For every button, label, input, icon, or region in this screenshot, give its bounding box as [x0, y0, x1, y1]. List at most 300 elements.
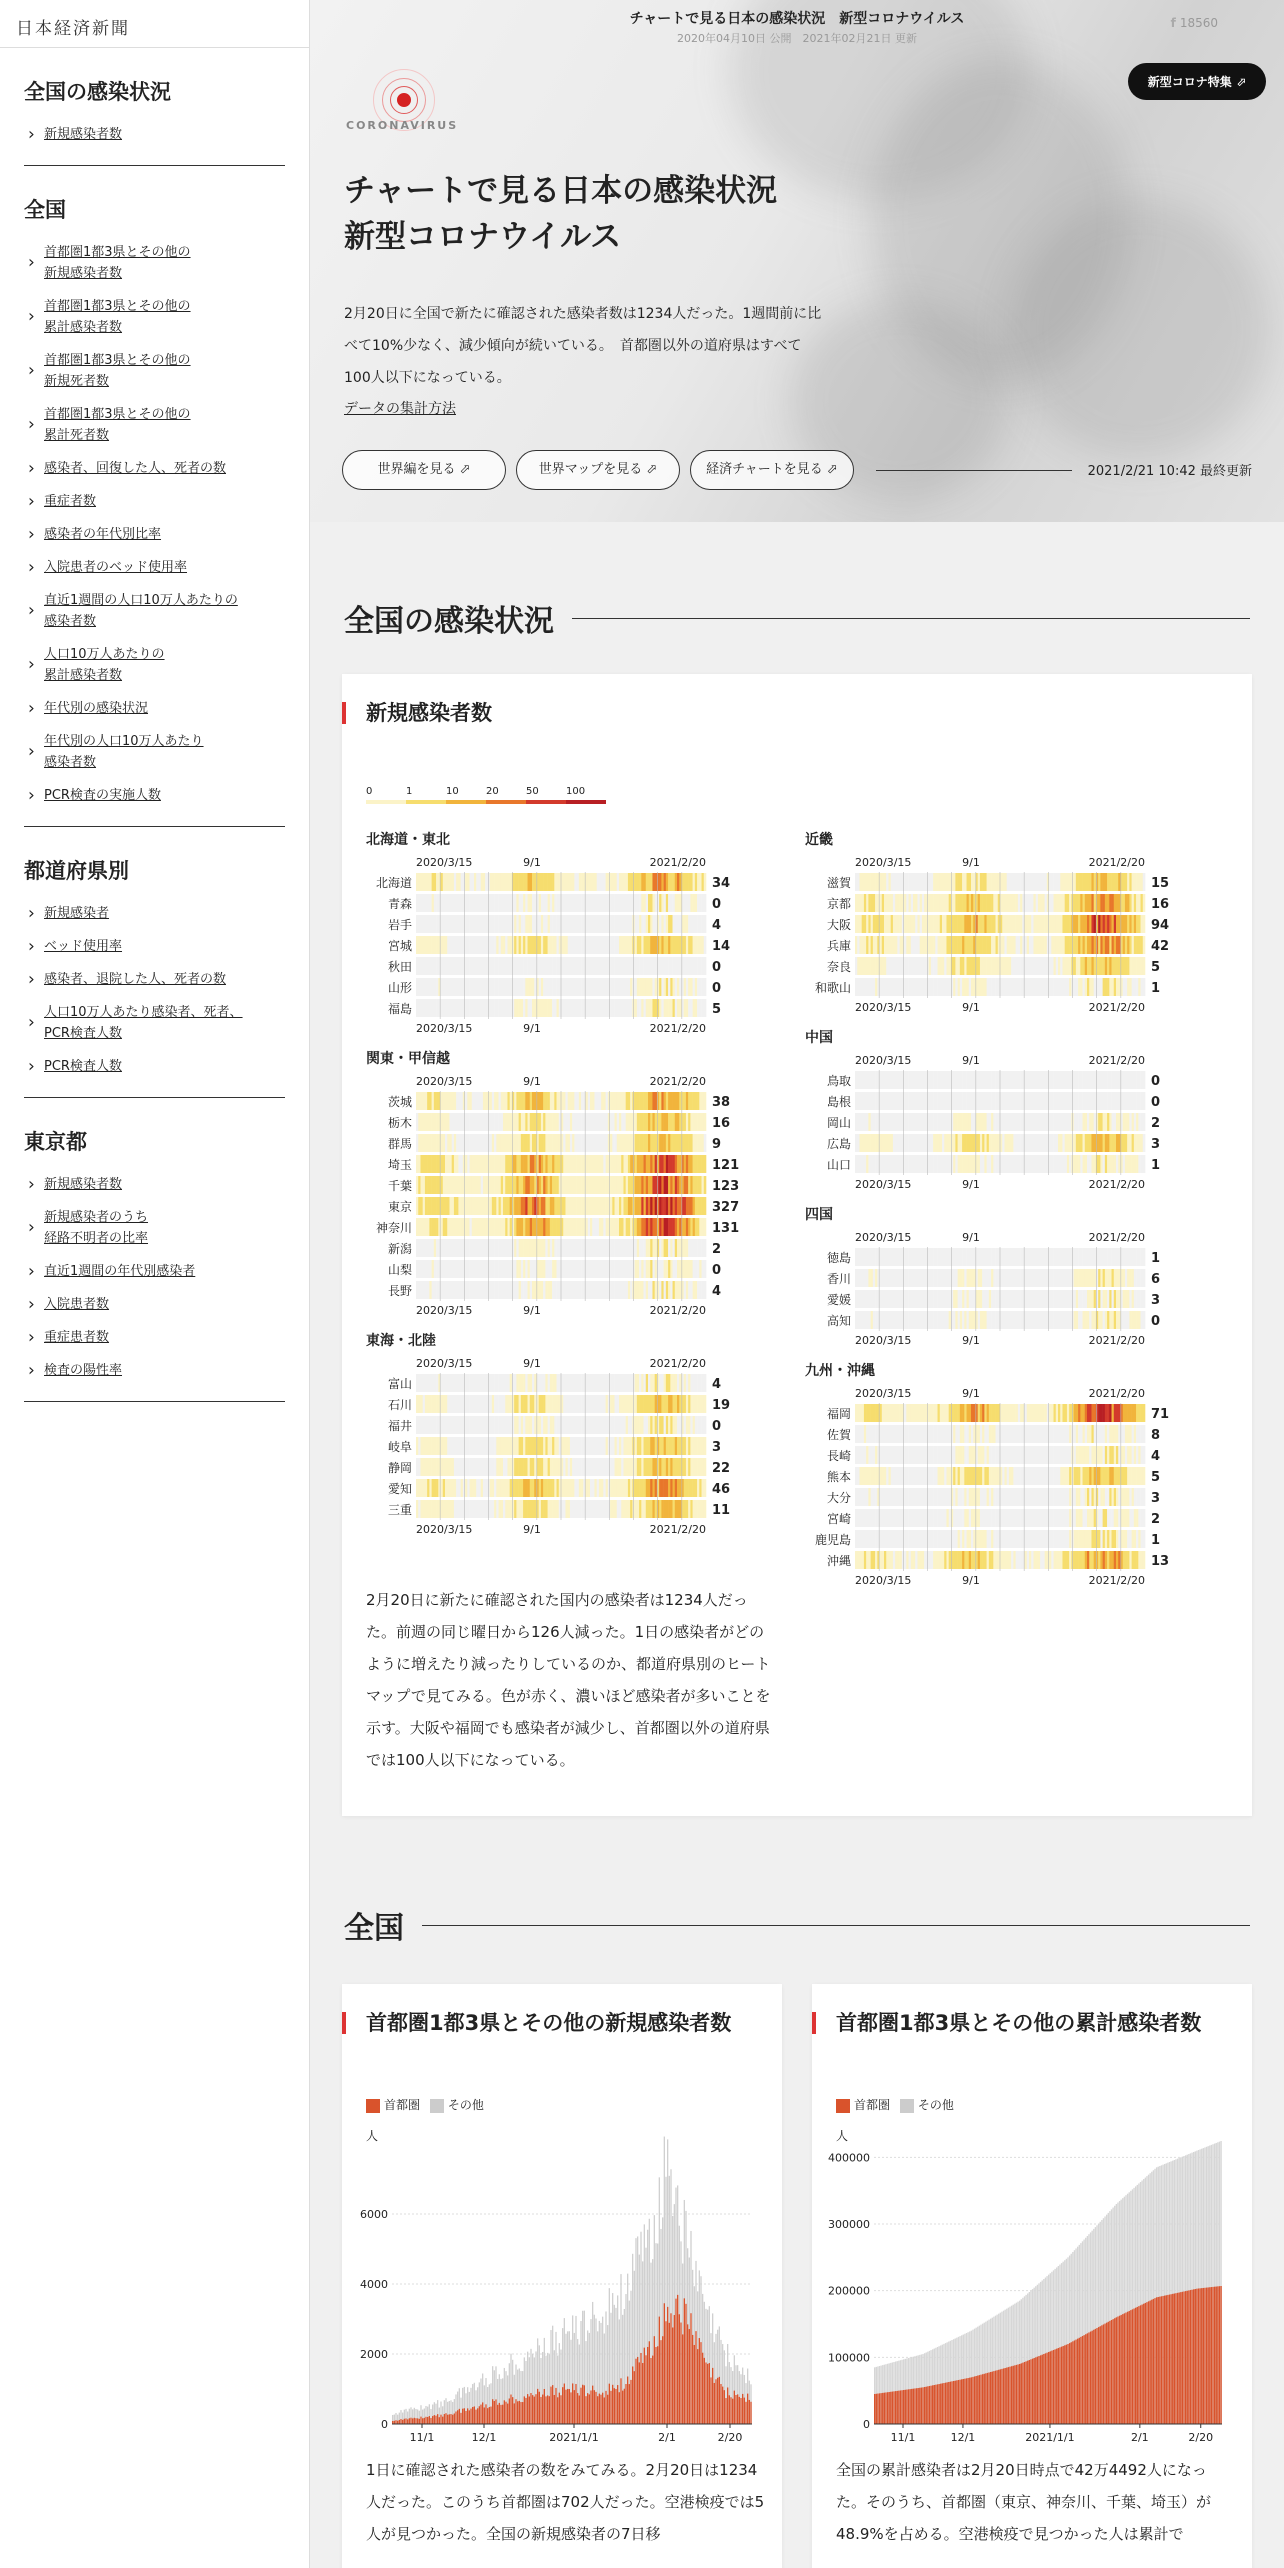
- heatmap-cell: [447, 1155, 450, 1173]
- heatmap-cell: [1118, 894, 1121, 912]
- prefecture-label: 山形: [387, 981, 412, 995]
- heatmap-cell: [657, 1134, 660, 1152]
- heatmap-cell: [675, 1479, 678, 1497]
- heatmap-cell: [523, 915, 526, 933]
- heatmap-cell: [545, 1437, 548, 1455]
- heatmap-cell: [637, 915, 640, 933]
- heatmap-cell: [949, 1155, 952, 1173]
- heatmap-cell: [445, 1134, 448, 1152]
- heatmap-cell: [670, 915, 673, 933]
- heatmap-cell: [617, 1281, 620, 1299]
- world-map-button[interactable]: 世界マップを見る ⬀: [516, 450, 680, 490]
- heatmap-cell: [601, 1239, 604, 1257]
- heatmap-cell: [1051, 894, 1054, 912]
- sidebar-item[interactable]: [24, 996, 285, 1050]
- heatmap-cell: [541, 1374, 544, 1392]
- heatmap-cell: [472, 936, 475, 954]
- heatmap-cell: [565, 936, 568, 954]
- heatmap-cell: [621, 978, 624, 996]
- heatmap-cell: [697, 1197, 700, 1215]
- heatmap-cell: [519, 1458, 522, 1476]
- sidebar-item[interactable]: [24, 930, 285, 963]
- heatmap-cell: [548, 936, 551, 954]
- sidebar-item[interactable]: [24, 1354, 285, 1387]
- heatmap-cell: [664, 957, 667, 975]
- heatmap-cell: [644, 1260, 647, 1278]
- heatmap-cell: [507, 1458, 510, 1476]
- heatmap-cell: [594, 873, 597, 891]
- heatmap-cell: [626, 1092, 629, 1110]
- sidebar-item[interactable]: [24, 118, 285, 151]
- sidebar-item-label: › 感染者、退院した人、死者の数: [44, 972, 227, 987]
- heatmap-cell: [476, 873, 479, 891]
- heatmap-cell: [688, 936, 691, 954]
- heatmap-cell: [545, 978, 548, 996]
- heatmap-cell: [942, 936, 945, 954]
- heatmap-cell: [1069, 1248, 1072, 1266]
- heatmap-cell: [1094, 1113, 1097, 1131]
- heatmap-cell: [534, 1092, 537, 1110]
- heatmap-cell: [1136, 873, 1139, 891]
- heatmap-cell: [628, 936, 631, 954]
- heatmap-cell: [1018, 1071, 1021, 1089]
- nav-section-title: 東京都: [24, 1130, 87, 1154]
- heatmap-cell: [679, 1155, 682, 1173]
- sidebar-item[interactable]: [24, 897, 285, 930]
- heatmap-cell: [619, 873, 622, 891]
- heatmap-cell: [702, 915, 705, 933]
- heatmap-cell: [499, 999, 502, 1017]
- sidebar-item[interactable]: [24, 963, 285, 996]
- heatmap-cell: [456, 1092, 459, 1110]
- heatmap-cell: [528, 1197, 531, 1215]
- heatmap-group-title: 中国: [805, 1030, 833, 1046]
- heatmap-cell: [628, 1155, 631, 1173]
- heatmap-cell: [646, 999, 649, 1017]
- sidebar-item[interactable]: [24, 1168, 285, 1201]
- heatmap-cell: [521, 978, 524, 996]
- heatmap-cell: [590, 1479, 593, 1497]
- heatmap-cell: [514, 915, 517, 933]
- heatmap-cell: [418, 957, 421, 975]
- heatmap-cell: [427, 1437, 430, 1455]
- heatmap-cell: [875, 957, 878, 975]
- heatmap-cell: [427, 1134, 430, 1152]
- heatmap-cell: [677, 1113, 680, 1131]
- heatmap-cell: [1136, 1134, 1139, 1152]
- heatmap-cell: [679, 936, 682, 954]
- heatmap-cell: [485, 1416, 488, 1434]
- heatmap-cell: [697, 1260, 700, 1278]
- heatmap-cell: [476, 1479, 479, 1497]
- heatmap-cell: [503, 1134, 506, 1152]
- heatmap-cell: [1143, 873, 1146, 891]
- heatmap-cell: [461, 915, 464, 933]
- sidebar-item[interactable]: [24, 779, 285, 812]
- heatmap-cell: [1080, 978, 1083, 996]
- heatmap-cell: [516, 1092, 519, 1110]
- heatmap-cell: [1143, 1155, 1146, 1173]
- heatmap-cell: [880, 957, 883, 975]
- heatmap-cell: [677, 915, 680, 933]
- heatmap-cell: [1076, 1134, 1079, 1152]
- world-button[interactable]: 世界編を見る ⬀: [342, 450, 506, 490]
- heatmap-cell: [702, 873, 705, 891]
- heatmap-cell: [639, 1500, 642, 1518]
- heatmap-cell: [1056, 957, 1059, 975]
- heatmap-cell: [570, 1260, 573, 1278]
- heatmap-cell: [1136, 915, 1139, 933]
- heatmap-cell: [693, 978, 696, 996]
- heatmap-cell: [539, 915, 542, 933]
- heatmap-cell: [436, 957, 439, 975]
- heatmap-cell: [1112, 978, 1115, 996]
- heatmap-cell: [456, 1218, 459, 1236]
- heatmap-cell: [652, 1113, 655, 1131]
- heatmap-cell: [871, 936, 874, 954]
- heatmap-cell: [664, 1374, 667, 1392]
- heatmap-cell: [655, 915, 658, 933]
- heatmap-cell: [958, 936, 961, 954]
- prefecture-label: 福島: [387, 1002, 412, 1016]
- heatmap-cell: [1141, 1071, 1144, 1089]
- heatmap-cell: [1138, 894, 1141, 912]
- heatmap-cell: [686, 1155, 689, 1173]
- heatmap-cell: [599, 978, 602, 996]
- heatmap-cell: [465, 1155, 468, 1173]
- heatmap-cell: [447, 873, 450, 891]
- heatmap-cell: [510, 978, 513, 996]
- heatmap-cell: [951, 936, 954, 954]
- heatmap-cell: [917, 1134, 920, 1152]
- heatmap-cell: [503, 1176, 506, 1194]
- sidebar-item[interactable]: [24, 1050, 285, 1083]
- heatmap-cell: [946, 1155, 949, 1173]
- heatmap-cell: [420, 1239, 423, 1257]
- heatmap-cell: [984, 1248, 987, 1266]
- heatmap-cell: [1000, 957, 1003, 975]
- heatmap-cell: [514, 1479, 517, 1497]
- prefecture-label: 大阪: [826, 918, 851, 932]
- heatmap-cell: [882, 978, 885, 996]
- heatmap-cell: [543, 1176, 546, 1194]
- heatmap-cell: [628, 1458, 631, 1476]
- heatmap-cell: [519, 1092, 522, 1110]
- sidebar-item[interactable]: [24, 452, 285, 485]
- heatmap-cell: [470, 1239, 473, 1257]
- heatmap-cell: [688, 1281, 691, 1299]
- heatmap-cell: [543, 1374, 546, 1392]
- heatmap-cell: [1042, 957, 1045, 975]
- heatmap-cell: [980, 1071, 983, 1089]
- heatmap-cell: [920, 894, 923, 912]
- heatmap-cell: [1051, 915, 1054, 933]
- heatmap-cell: [935, 1134, 938, 1152]
- heatmap-cell: [481, 1239, 484, 1257]
- heatmap-cell: [505, 1176, 508, 1194]
- sidebar-item[interactable]: [24, 236, 285, 290]
- facebook-share[interactable]: [1171, 16, 1218, 30]
- heatmap-cell: [659, 1218, 662, 1236]
- sidebar-item[interactable]: [24, 1321, 285, 1354]
- heatmap-cell: [982, 873, 985, 891]
- heatmap-cell: [955, 894, 958, 912]
- heatmap-cell: [639, 1134, 642, 1152]
- heatmap-cell: [443, 978, 446, 996]
- heatmap-cell: [702, 1395, 705, 1413]
- heatmap-cell: [418, 1374, 421, 1392]
- heatmap-cell: [1094, 1134, 1097, 1152]
- heatmap-cell: [492, 1176, 495, 1194]
- heatmap-cell: [1091, 1092, 1094, 1110]
- heatmap-cell: [617, 936, 620, 954]
- heatmap-cell: [875, 894, 878, 912]
- heatmap-cell: [429, 1479, 432, 1497]
- heatmap-cell: [661, 1374, 664, 1392]
- heatmap-cell: [490, 1113, 493, 1131]
- heatmap-cell: [693, 1239, 696, 1257]
- heatmap-cell: [991, 1071, 994, 1089]
- heatmap-cell: [505, 1092, 508, 1110]
- heatmap-cell: [447, 1239, 450, 1257]
- heatmap-cell: [621, 1458, 624, 1476]
- heatmap-cell: [496, 1260, 499, 1278]
- heatmap-cell: [635, 957, 638, 975]
- heatmap-cell: [699, 1134, 702, 1152]
- heatmap-cell: [592, 1218, 595, 1236]
- heatmap-cell: [693, 1218, 696, 1236]
- heatmap-cell: [510, 1239, 513, 1257]
- heatmap-cell: [423, 1437, 426, 1455]
- heatmap-cell: [1116, 957, 1119, 975]
- heatmap-cell: [1002, 1092, 1005, 1110]
- sidebar-item[interactable]: [24, 485, 285, 518]
- heatmap-cell: [590, 1500, 593, 1518]
- heatmap-cell: [679, 1416, 682, 1434]
- sidebar-item[interactable]: [24, 725, 285, 779]
- heatmap-cell: [516, 999, 519, 1017]
- heatmap-cell: [868, 915, 871, 933]
- sidebar-item[interactable]: [24, 518, 285, 551]
- sidebar-item[interactable]: [24, 638, 285, 692]
- heatmap-cell: [895, 915, 898, 933]
- heatmap-cell: [637, 1176, 640, 1194]
- x-tick-label: 2021/2/20: [649, 1022, 706, 1035]
- sidebar-item[interactable]: [24, 1288, 285, 1321]
- heatmap-cell: [949, 1134, 952, 1152]
- heatmap-cell: [525, 1437, 528, 1455]
- heatmap-cell: [481, 1176, 484, 1194]
- heatmap-cell: [1085, 894, 1088, 912]
- heatmap-cell: [590, 1176, 593, 1194]
- heatmap-cell: [1091, 915, 1094, 933]
- heatmap-cell: [989, 1092, 992, 1110]
- sidebar-item[interactable]: [24, 398, 285, 452]
- sidebar-item-label: › 新規感染者数: [44, 1177, 123, 1192]
- heatmap-cell: [626, 1155, 629, 1173]
- heatmap-cell: [673, 1437, 676, 1455]
- heatmap-cell: [601, 1218, 604, 1236]
- heatmap-cell: [1114, 873, 1117, 891]
- heatmap-cell: [461, 1092, 464, 1110]
- heatmap-cell: [623, 1479, 626, 1497]
- heatmap-cell: [481, 1260, 484, 1278]
- heatmap-cell: [434, 1218, 437, 1236]
- heatmap-cell: [1080, 873, 1083, 891]
- heatmap-cell: [490, 915, 493, 933]
- heatmap-cell: [650, 1374, 653, 1392]
- heatmap-cell: [955, 1248, 958, 1266]
- prefecture-label: 山梨: [387, 1263, 412, 1277]
- heatmap-cell: [650, 1239, 653, 1257]
- heatmap-cell: [996, 1248, 999, 1266]
- heatmap-cell: [982, 1092, 985, 1110]
- heatmap-cell: [594, 1458, 597, 1476]
- site-logo[interactable]: 日本経済新聞: [0, 0, 309, 48]
- heatmap-cell: [554, 1197, 557, 1215]
- sidebar-item[interactable]: [24, 344, 285, 398]
- heatmap-cell: [920, 957, 923, 975]
- heatmap-cell: [657, 1239, 660, 1257]
- special-feature-button[interactable]: 新型コロナ特集 ⬀: [1128, 63, 1266, 100]
- heatmap-cell: [935, 1071, 938, 1089]
- heatmap-cell: [1031, 936, 1034, 954]
- heatmap-cell: [423, 1281, 426, 1299]
- heatmap-cell: [984, 936, 987, 954]
- heatmap-cell: [514, 1374, 517, 1392]
- heatmap-cell: [432, 873, 435, 891]
- heatmap-cell: [862, 1113, 865, 1131]
- heatmap-cell: [1094, 1092, 1097, 1110]
- heatmap-cell: [862, 1071, 865, 1089]
- heatmap-cell: [568, 1437, 571, 1455]
- heatmap-cell: [478, 1500, 481, 1518]
- heatmap-cell: [606, 1197, 609, 1215]
- heatmap-cell: [432, 1374, 435, 1392]
- heatmap-cell: [679, 1437, 682, 1455]
- heatmap-cell: [648, 1197, 651, 1215]
- heatmap-cell: [897, 1248, 900, 1266]
- heatmap-cell: [938, 957, 941, 975]
- heatmap-cell: [581, 1239, 584, 1257]
- sidebar-item[interactable]: [24, 1255, 285, 1288]
- heatmap-cell: [922, 1113, 925, 1131]
- heatmap-cell: [924, 894, 927, 912]
- heatmap-cell: [702, 957, 705, 975]
- heatmap-cell: [946, 1248, 949, 1266]
- heatmap-cell: [886, 915, 889, 933]
- heatmap-cell: [646, 1458, 649, 1476]
- heatmap-cell: [601, 1437, 604, 1455]
- heatmap-cell: [597, 1155, 600, 1173]
- heatmap-cell: [494, 936, 497, 954]
- heatmap-cell: [594, 1134, 597, 1152]
- heatmap-cell: [891, 894, 894, 912]
- heatmap-cell: [577, 1134, 580, 1152]
- heatmap-cell: [868, 1071, 871, 1089]
- sidebar-item[interactable]: [24, 290, 285, 344]
- heatmap-cell: [610, 1218, 613, 1236]
- heatmap-cell: [552, 1395, 555, 1413]
- heatmap-cell: [900, 957, 903, 975]
- heatmap-cell: [503, 1374, 506, 1392]
- heatmap-cell: [565, 915, 568, 933]
- heatmap-cell: [525, 1155, 528, 1173]
- heatmap-cell: [980, 1113, 983, 1131]
- heatmap-cell: [993, 1071, 996, 1089]
- heatmap-cell: [581, 1134, 584, 1152]
- heatmap-cell: [470, 1437, 473, 1455]
- heatmap-cell: [911, 1092, 914, 1110]
- heatmap-cell: [993, 1092, 996, 1110]
- heatmap-cell: [1020, 957, 1023, 975]
- heatmap-cell: [603, 1374, 606, 1392]
- heatmap-cell: [1078, 873, 1081, 891]
- sidebar-item[interactable]: [24, 692, 285, 725]
- heatmap-cell: [505, 1218, 508, 1236]
- heatmap-cell: [574, 1155, 577, 1173]
- heatmap-cell: [699, 1281, 702, 1299]
- heatmap-cell: [416, 1155, 419, 1173]
- heatmap-cell: [485, 1218, 488, 1236]
- heatmap-cell: [528, 1416, 531, 1434]
- heatmap-cell: [964, 894, 967, 912]
- heatmap-cell: [505, 1416, 508, 1434]
- heatmap-cell: [610, 1260, 613, 1278]
- heatmap-cell: [882, 873, 885, 891]
- heatmap-cell: [911, 915, 914, 933]
- heatmap-cell: [610, 978, 613, 996]
- x-tick-label: 2020/3/15: [855, 1001, 912, 1014]
- sidebar-item[interactable]: [24, 1201, 285, 1255]
- heatmap-cell: [668, 1458, 671, 1476]
- heatmap-cell: [530, 1479, 533, 1497]
- heatmap-cell: [514, 1458, 517, 1476]
- heatmap-cell: [599, 1197, 602, 1215]
- heatmap-cell: [946, 1113, 949, 1131]
- heatmap-cell: [989, 936, 992, 954]
- heatmap-cell: [637, 1134, 640, 1152]
- heatmap-cell: [494, 1458, 497, 1476]
- heatmap-cell: [967, 957, 970, 975]
- sidebar-item[interactable]: [24, 584, 285, 638]
- heatmap-cell: [550, 894, 553, 912]
- heatmap-cell: [677, 1260, 680, 1278]
- heatmap-cell: [601, 1155, 604, 1173]
- heatmap-cell: [1107, 915, 1110, 933]
- heatmap-cell: [427, 1479, 430, 1497]
- heatmap-cell: [637, 1500, 640, 1518]
- economy-chart-button[interactable]: 経済チャートを見る ⬀: [690, 450, 854, 490]
- heatmap-cell: [704, 1374, 707, 1392]
- heatmap-cell: [684, 1113, 687, 1131]
- heatmap-cell: [646, 1197, 649, 1215]
- heatmap-cell: [429, 915, 432, 933]
- heatmap-cell: [554, 1218, 557, 1236]
- heatmap-cell: [492, 1437, 495, 1455]
- heatmap-cell: [577, 936, 580, 954]
- heatmap-cell: [623, 1197, 626, 1215]
- heatmap-cell: [563, 1239, 566, 1257]
- heatmap-cell: [697, 1113, 700, 1131]
- heatmap-cell: [933, 1248, 936, 1266]
- method-link[interactable]: データの集計方法: [344, 401, 456, 417]
- heatmap-cell: [897, 915, 900, 933]
- heatmap-cell: [552, 1092, 555, 1110]
- heatmap-cell: [481, 1218, 484, 1236]
- sidebar-item[interactable]: [24, 551, 285, 584]
- heatmap-cell: [1067, 1134, 1070, 1152]
